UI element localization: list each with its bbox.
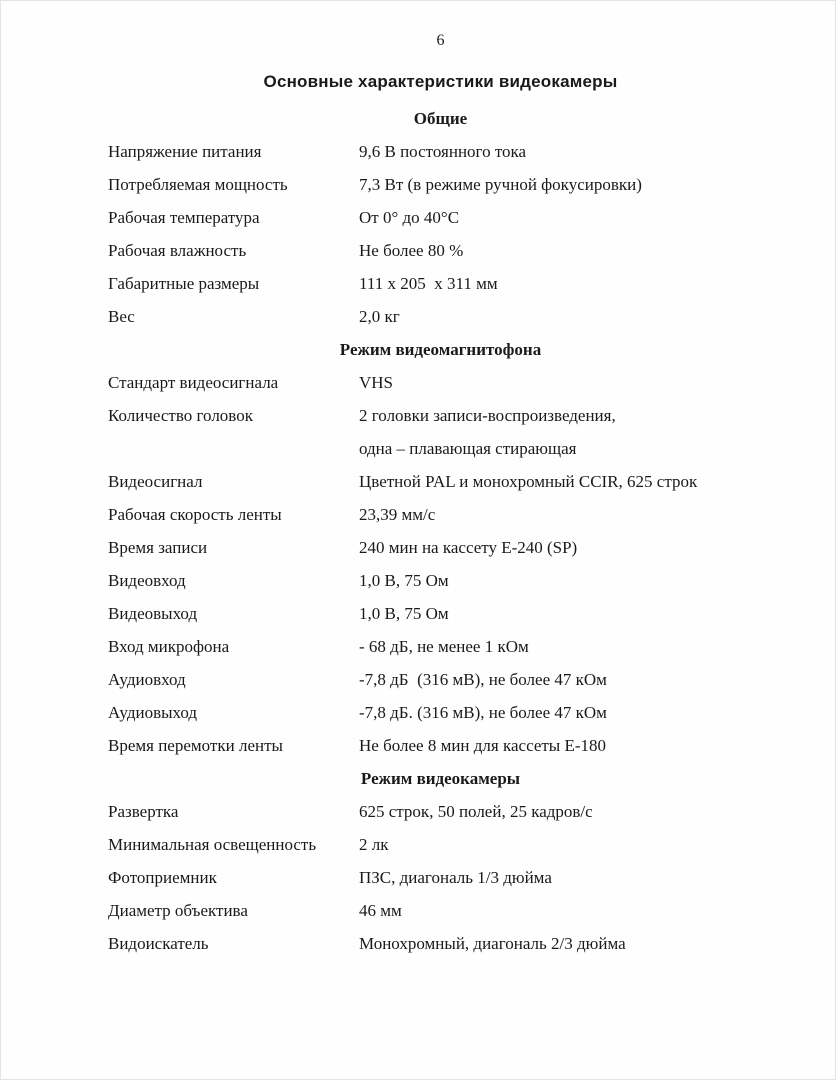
spec-label: Вход микрофона xyxy=(108,637,230,656)
spec-value xyxy=(359,201,773,234)
spec-value xyxy=(359,597,773,630)
spec-label: Видеовыход xyxy=(108,604,198,623)
spec-label: Габаритные размеры xyxy=(108,274,260,293)
spec-value-line: - 68 дБ, не менее 1 кОм xyxy=(359,637,529,656)
spec-row xyxy=(108,531,773,564)
spec-value xyxy=(359,927,773,960)
spec-row xyxy=(108,828,773,861)
spec-row xyxy=(108,168,773,201)
spec-row xyxy=(108,630,773,663)
spec-row xyxy=(108,597,773,630)
spec-value-line: Не более 8 мин для кассеты Е-180 xyxy=(359,736,607,755)
spec-row xyxy=(108,267,773,300)
spec-label: Потребляемая мощность xyxy=(108,175,288,194)
spec-value-line: 2 лк xyxy=(359,835,389,854)
section-heading: Общие xyxy=(413,109,468,128)
page-number: 6 xyxy=(436,32,445,49)
spec-value-line: ПЗС, диагональ 1/3 дюйма xyxy=(359,868,552,887)
document-content xyxy=(1,1,835,960)
spec-label: Аудиовход xyxy=(108,670,186,689)
spec-sections xyxy=(108,102,773,960)
spec-value xyxy=(359,234,773,267)
spec-value xyxy=(359,267,773,300)
spec-row xyxy=(108,861,773,894)
spec-row xyxy=(108,663,773,696)
spec-value xyxy=(359,861,773,894)
spec-value xyxy=(359,135,773,168)
spec-row xyxy=(108,234,773,267)
spec-row xyxy=(108,696,773,729)
spec-value-line: Цветной PAL и монохромный CCIR, 625 строк xyxy=(359,472,698,491)
spec-value xyxy=(359,729,773,762)
spec-value-line: -7,8 дБ (316 мВ), не более 47 кОм xyxy=(359,670,607,689)
spec-label: Вес xyxy=(108,307,135,326)
spec-row xyxy=(108,201,773,234)
spec-value-line: 46 мм xyxy=(359,901,402,920)
spec-row xyxy=(108,366,773,399)
spec-value xyxy=(359,828,773,861)
spec-row xyxy=(108,927,773,960)
spec-value-line: одна – плавающая стирающая xyxy=(359,439,577,458)
spec-value xyxy=(359,399,773,465)
spec-value-line: 2,0 кг xyxy=(359,307,400,326)
spec-value xyxy=(359,630,773,663)
spec-value-line: 1,0 В, 75 Ом xyxy=(359,571,449,590)
spec-label: Напряжение питания xyxy=(108,142,262,161)
spec-value xyxy=(359,498,773,531)
section-heading: Режим видеомагнитофона xyxy=(339,340,542,359)
spec-value xyxy=(359,168,773,201)
spec-label: Аудиовыход xyxy=(108,703,198,722)
spec-row xyxy=(108,300,773,333)
spec-label: Количество головок xyxy=(108,406,253,425)
spec-value xyxy=(359,531,773,564)
document-title: Основные характеристики видеокамеры xyxy=(263,72,618,91)
spec-row xyxy=(108,498,773,531)
spec-label: Видеосигнал xyxy=(108,472,203,491)
spec-value-line: -7,8 дБ. (316 мВ), не более 47 кОм xyxy=(359,703,607,722)
spec-value-line: Не более 80 % xyxy=(359,241,464,260)
spec-row xyxy=(108,795,773,828)
spec-value xyxy=(359,696,773,729)
spec-value xyxy=(359,300,773,333)
spec-value xyxy=(359,366,773,399)
spec-value-line: 23,39 мм/с xyxy=(359,505,436,524)
spec-label: Стандарт видеосигнала xyxy=(108,373,279,392)
spec-row xyxy=(108,894,773,927)
spec-label: Рабочая температура xyxy=(108,208,260,227)
spec-value-line: 625 строк, 50 полей, 25 кадров/с xyxy=(359,802,593,821)
spec-value-line: VHS xyxy=(359,373,394,392)
spec-label: Рабочая скорость ленты xyxy=(108,505,282,524)
spec-value-line: 9,6 В постоянного тока xyxy=(359,142,527,161)
spec-value xyxy=(359,564,773,597)
spec-label: Фотоприемник xyxy=(108,868,217,887)
spec-value-line: 2 головки записи-воспроизведения, xyxy=(359,406,616,425)
section-heading: Режим видеокамеры xyxy=(360,769,521,788)
spec-row xyxy=(108,399,773,465)
spec-row xyxy=(108,729,773,762)
spec-label: Видеовход xyxy=(108,571,186,590)
spec-row xyxy=(108,564,773,597)
spec-label: Рабочая влажность xyxy=(108,241,247,260)
spec-label: Время перемотки ленты xyxy=(108,736,283,755)
spec-value xyxy=(359,663,773,696)
spec-value-line: 111 x 205 x 311 мм xyxy=(359,274,498,293)
spec-value xyxy=(359,465,773,498)
spec-label: Время записи xyxy=(108,538,208,557)
spec-value-line: От 0° до 40°С xyxy=(359,208,460,227)
spec-label: Развертка xyxy=(108,802,179,821)
spec-value-line: 7,3 Вт (в режиме ручной фокусировки) xyxy=(359,175,642,194)
spec-value-line: 240 мин на кассету Е-240 (SP) xyxy=(359,538,578,557)
spec-label: Видоискатель xyxy=(108,934,209,953)
spec-row xyxy=(108,135,773,168)
spec-value-line: 1,0 В, 75 Ом xyxy=(359,604,449,623)
spec-row xyxy=(108,465,773,498)
spec-value-line: Монохромный, диагональ 2/3 дюйма xyxy=(359,934,626,953)
spec-label: Диаметр объектива xyxy=(108,901,248,920)
spec-value xyxy=(359,894,773,927)
spec-label: Минимальная освещенность xyxy=(108,835,317,854)
spec-value xyxy=(359,795,773,828)
